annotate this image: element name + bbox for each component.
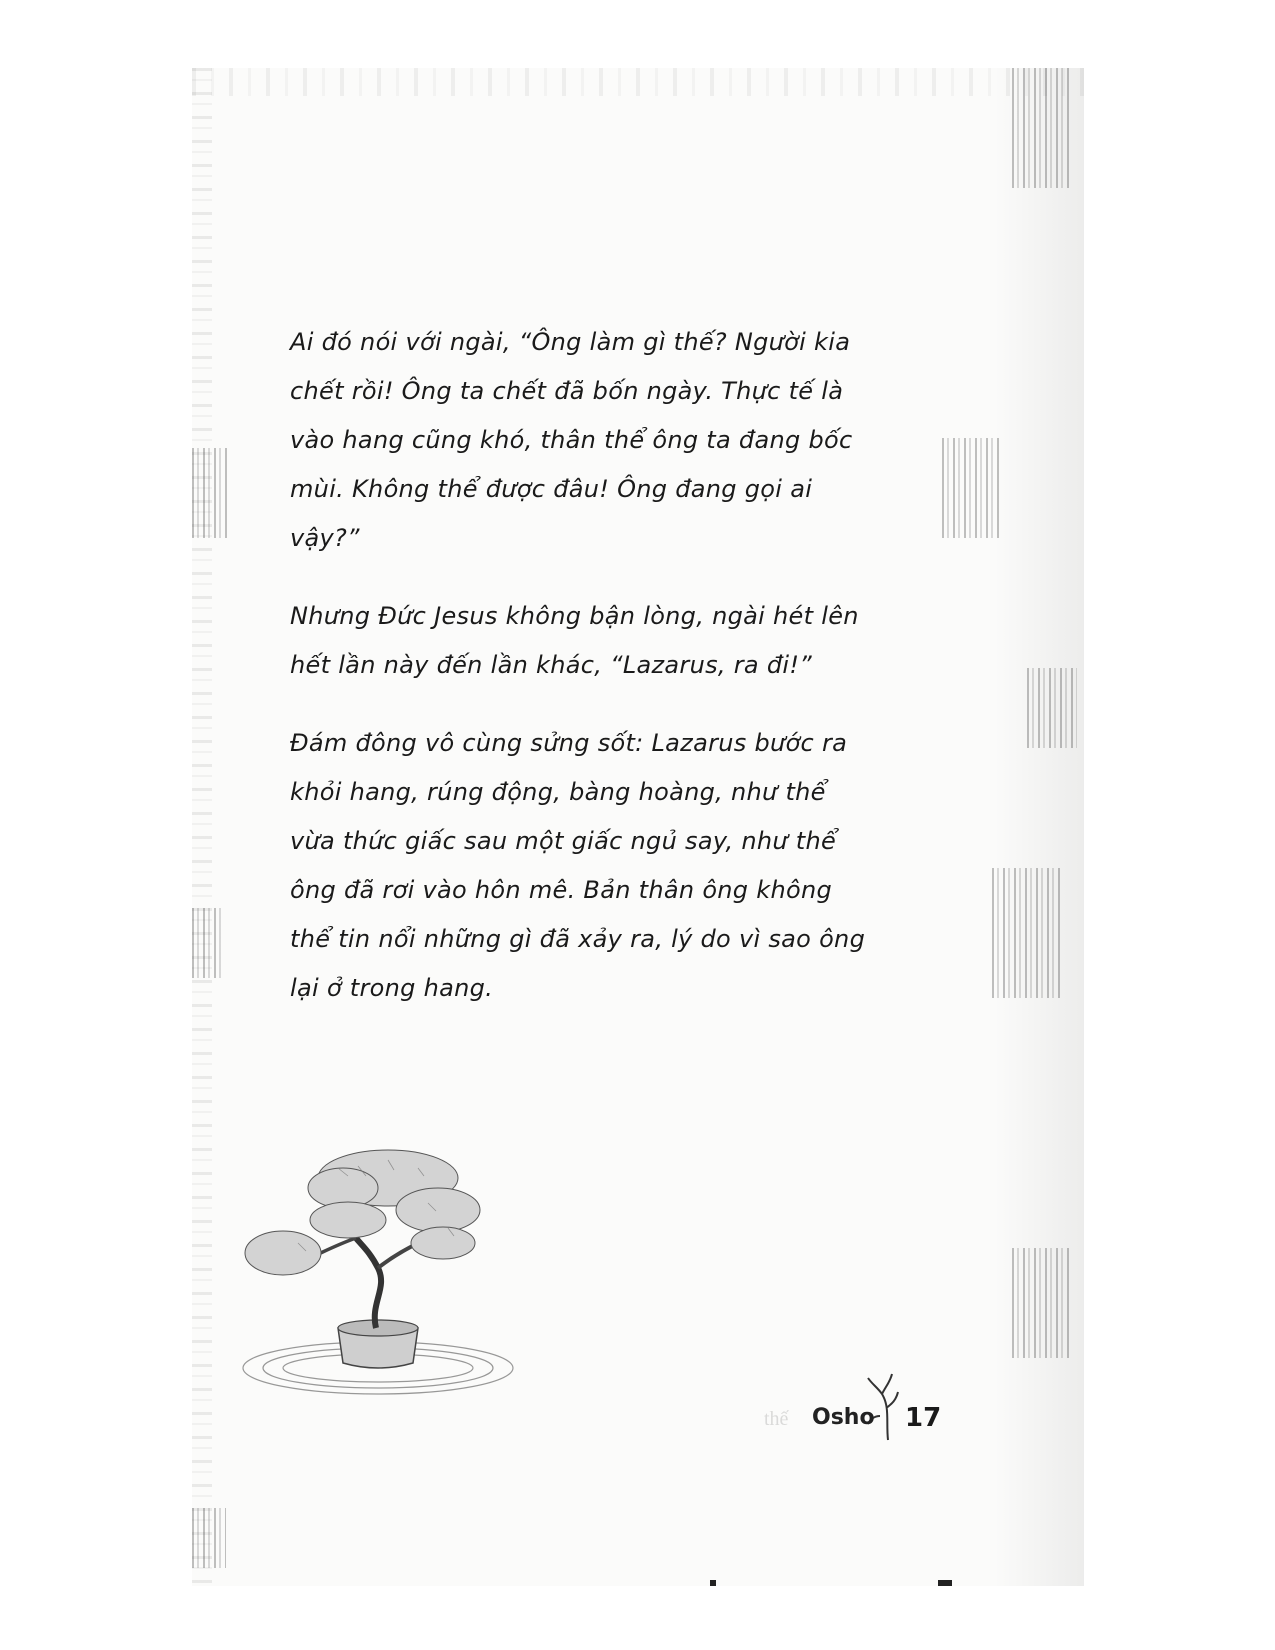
paragraph: Ai đó nói với ngài, “Ông làm gì thế? Người kia chết rồi! Ông ta chết đã bốn ngày. Thực tế là vào hang cũng khó, thân thể ông ta đang bốc mùi. Không thể được đâu! Ông đang gọi ai vậy?” xyxy=(290,328,853,552)
bottom-edge-marks xyxy=(700,1580,990,1586)
paragraph: Đám đông vô cùng sửng sốt: Lazarus bước ra khỏi hang, rúng động, bàng hoàng, như thể vừa thức giấc sau một giấc ngủ say, như thể ông đã rơi vào hôn mê. Bản thân ông không thể tin nổi những gì đã xảy ra, lý do vì sao ông lại ở trong hang. xyxy=(290,729,866,1002)
page-top-edge xyxy=(192,68,1084,96)
brush-streak xyxy=(1027,668,1077,748)
main-text xyxy=(290,318,870,1042)
page-number: 17 xyxy=(905,1403,942,1433)
brush-streak xyxy=(1012,1248,1072,1358)
brush-streak xyxy=(192,908,222,978)
running-footer-author: Osho xyxy=(812,1405,875,1430)
bleedthrough-text: thế xyxy=(764,1408,789,1430)
brush-streak xyxy=(192,448,230,538)
bonsai-tree-sketch xyxy=(238,1138,538,1398)
paragraph: Nhưng Đức Jesus không bận lòng, ngài hét lên hết lần này đến lần khác, “Lazarus, ra đi!” xyxy=(290,602,859,679)
brush-streak xyxy=(192,1508,226,1568)
brush-streak xyxy=(992,868,1062,998)
brush-streak xyxy=(1012,68,1072,188)
page-right-edge xyxy=(994,68,1084,1586)
brush-streak xyxy=(942,438,1002,538)
page-left-edge xyxy=(192,68,212,1586)
